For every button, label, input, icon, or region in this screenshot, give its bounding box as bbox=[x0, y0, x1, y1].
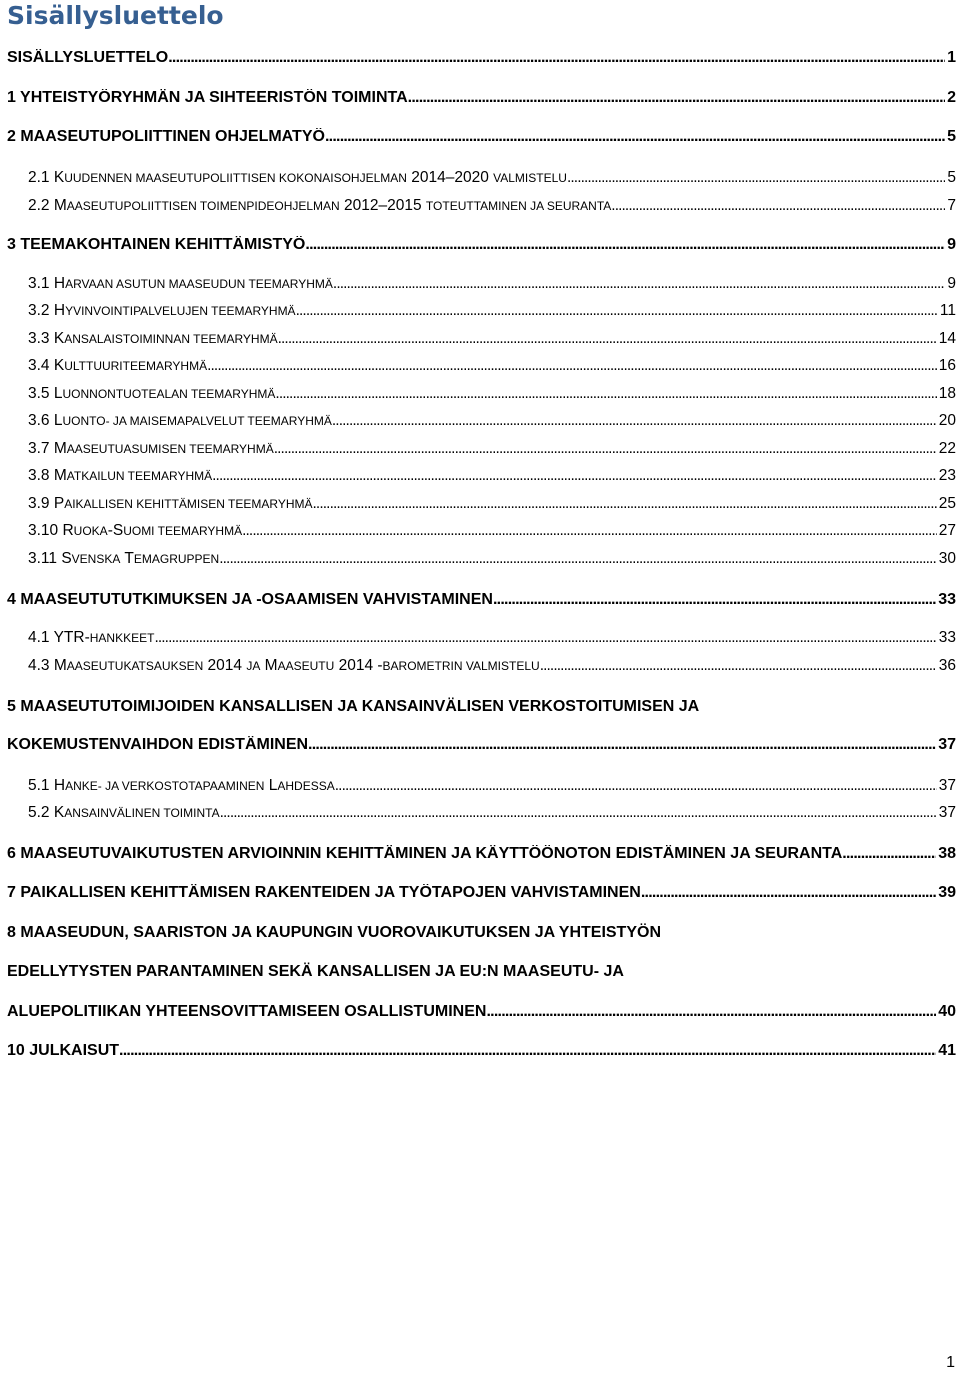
toc-entry-page: 37 bbox=[938, 736, 956, 753]
toc-entry[interactable] bbox=[7, 236, 956, 254]
toc-entry-page: 40 bbox=[938, 1003, 956, 1020]
toc-entry-page: 16 bbox=[938, 357, 956, 374]
toc-entry-page: 18 bbox=[938, 385, 956, 402]
leader-dots bbox=[335, 777, 937, 795]
toc-entry-page: 5 bbox=[947, 128, 956, 145]
leader-dots bbox=[207, 357, 937, 375]
leader-dots bbox=[641, 884, 936, 902]
toc-entry[interactable] bbox=[7, 736, 956, 754]
toc-entry[interactable] bbox=[7, 1042, 956, 1060]
leader-dots bbox=[242, 522, 937, 540]
toc-entry-page: 11 bbox=[939, 302, 956, 319]
toc-entry-page: 33 bbox=[938, 591, 956, 608]
toc-entry-page: 5 bbox=[947, 169, 956, 186]
toc-subentry[interactable] bbox=[28, 169, 956, 187]
leader-dots bbox=[219, 550, 937, 568]
toc-entry-label: ALUEPOLITIIKAN YHTEENSOVITTAMISEEN OSALLISTUMINEN bbox=[7, 1003, 487, 1020]
leader-dots bbox=[296, 302, 938, 320]
toc-entry-page: 20 bbox=[938, 412, 956, 429]
toc-subentry[interactable] bbox=[28, 330, 956, 348]
toc-entry-line: 8 MAASEUDUN, SAARISTON JA KAUPUNGIN VUOROVAIKUTUKSEN JA YHTEISTYÖN bbox=[7, 924, 661, 941]
toc-entry-label: 2 MAASEUTUPOLIITTINEN OHJELMATYÖ bbox=[7, 128, 325, 145]
leader-dots bbox=[305, 236, 945, 254]
leader-dots bbox=[278, 330, 937, 348]
toc-entry-line: EDELLYTYSTEN PARANTAMINEN SEKÄ KANSALLISEN JA EU:N MAASEUTU- JA bbox=[7, 963, 624, 980]
toc-subentry[interactable] bbox=[28, 357, 956, 375]
leader-dots bbox=[333, 275, 945, 293]
leader-dots bbox=[313, 495, 937, 513]
toc-subentry[interactable] bbox=[28, 550, 956, 568]
toc-entry-page: 1 bbox=[947, 49, 956, 66]
leader-dots bbox=[154, 629, 936, 647]
toc-subentry[interactable] bbox=[28, 467, 956, 485]
leader-dots bbox=[611, 197, 945, 215]
toc-entry-label: 3.3 KANSALAISTOIMINNAN TEEMARYHMÄ bbox=[28, 330, 278, 347]
toc-entry-line: 5 MAASEUTUTOIMIJOIDEN KANSALLISEN JA KANSAINVÄLISEN VERKOSTOITUMISEN JA bbox=[7, 698, 700, 715]
toc-entry-label: 3.11 SVENSKA TEMAGRUPPEN bbox=[28, 550, 220, 567]
toc-entry-page: 27 bbox=[938, 522, 956, 539]
leader-dots bbox=[486, 1003, 936, 1021]
toc-entry[interactable] bbox=[7, 49, 956, 67]
toc-entry-label: 1 YHTEISTYÖRYHMÄN JA SIHTEERISTÖN TOIMINTA bbox=[7, 89, 408, 106]
toc-entry[interactable] bbox=[7, 1003, 956, 1021]
toc-entry-label: 3.8 MATKAILUN TEEMARYHMÄ bbox=[28, 467, 213, 484]
toc-subentry[interactable] bbox=[28, 440, 956, 458]
toc-entry[interactable] bbox=[7, 845, 956, 863]
toc-entry-label: 5.1 HANKE- JA VERKOSTOTAPAAMINEN LAHDESSA bbox=[28, 777, 335, 794]
toc-entry-label: 4.3 MAASEUTUKATSAUKSEN 2014 JA MAASEUTU 2014 -BAROMETRIN VALMISTELU bbox=[28, 657, 540, 674]
toc-entry-label: KOKEMUSTENVAIHDON EDISTÄMINEN bbox=[7, 736, 309, 753]
toc-entry-label: 3.1 HARVAAN ASUTUN MAASEUDUN TEEMARYHMÄ bbox=[28, 275, 333, 292]
leader-dots bbox=[275, 385, 936, 403]
page-title: Sisällysluettelo bbox=[7, 1, 224, 30]
toc-entry-label: 2.2 MAASEUTUPOLIITTISEN TOIMENPIDEOHJELMAN 2012–2015 TOTEUTTAMINEN JA SEURANTA bbox=[28, 197, 612, 214]
toc-entry-page: 37 bbox=[938, 804, 956, 821]
toc-subentry[interactable] bbox=[28, 804, 956, 822]
toc-subentry[interactable] bbox=[28, 275, 956, 293]
toc-entry-label: 3 TEEMAKOHTAINEN KEHITTÄMISTYÖ bbox=[7, 236, 306, 253]
toc-entry-label: 4 MAASEUTUTUTKIMUKSEN JA -OSAAMISEN VAHVISTAMINEN bbox=[7, 591, 493, 608]
toc-entry-label: 3.7 MAASEUTUASUMISEN TEEMARYHMÄ bbox=[28, 440, 274, 457]
toc-subentry[interactable] bbox=[28, 629, 956, 647]
page-number: 1 bbox=[946, 1354, 955, 1371]
toc-entry-page: 2 bbox=[947, 89, 956, 106]
toc-entry[interactable] bbox=[7, 884, 956, 902]
toc-entry-label: 6 MAASEUTUVAIKUTUSTEN ARVIOINNIN KEHITTÄMINEN JA KÄYTTÖÖNOTON EDISTÄMINEN JA SEURANTA bbox=[7, 845, 843, 862]
leader-dots bbox=[308, 736, 936, 754]
toc-entry-label: 4.1 YTR-HANKKEET bbox=[28, 629, 155, 646]
toc-entry-label: 3.5 LUONNONTUOTEALAN TEEMARYHMÄ bbox=[28, 385, 276, 402]
toc-entry-page: 33 bbox=[938, 629, 956, 646]
toc-entry-page: 30 bbox=[938, 550, 956, 567]
toc-entry-label: 7 PAIKALLISEN KEHITTÄMISEN RAKENTEIDEN JA TYÖTAPOJEN VAHVISTAMINEN bbox=[7, 884, 641, 901]
toc-entry[interactable] bbox=[7, 591, 956, 609]
toc-entry-label: 3.10 RUOKA-SUOMI TEEMARYHMÄ bbox=[28, 522, 243, 539]
toc-entry-page: 39 bbox=[938, 884, 956, 901]
leader-dots bbox=[540, 657, 937, 675]
toc-entry-page: 14 bbox=[938, 330, 956, 347]
toc-entry-page: 25 bbox=[938, 495, 956, 512]
toc-entry[interactable] bbox=[7, 89, 956, 107]
leader-dots bbox=[842, 845, 936, 863]
toc-subentry[interactable] bbox=[28, 657, 956, 675]
leader-dots bbox=[212, 467, 937, 485]
leader-dots bbox=[119, 1042, 936, 1060]
toc-entry-page: 23 bbox=[938, 467, 956, 484]
toc-entry-page: 9 bbox=[947, 236, 956, 253]
toc-entry-label: 3.4 KULTTUURITEEMARYHMÄ bbox=[28, 357, 208, 374]
leader-dots bbox=[493, 591, 936, 609]
toc-subentry[interactable] bbox=[28, 385, 956, 403]
toc-subentry[interactable] bbox=[28, 302, 956, 320]
leader-dots bbox=[567, 169, 945, 187]
toc-subentry[interactable] bbox=[28, 495, 956, 513]
toc-entry-label: 3.6 LUONTO- JA MAISEMAPALVELUT TEEMARYHMÄ bbox=[28, 412, 332, 429]
toc-entry-page: 41 bbox=[938, 1042, 956, 1059]
toc-subentry[interactable] bbox=[28, 197, 956, 215]
toc-entry-label: 10 JULKAISUT bbox=[7, 1042, 120, 1059]
toc-entry-page: 7 bbox=[947, 197, 956, 214]
toc-subentry[interactable] bbox=[28, 522, 956, 540]
toc-entry-label: 3.2 HYVINVOINTIPALVELUJEN TEEMARYHMÄ bbox=[28, 302, 296, 319]
toc-entry-label: 5.2 KANSAINVÄLINEN TOIMINTA bbox=[28, 804, 220, 821]
toc-entry-page: 37 bbox=[938, 777, 956, 794]
toc-entry-label: 3.9 PAIKALLISEN KEHITTÄMISEN TEEMARYHMÄ bbox=[28, 495, 313, 512]
toc-entry-page: 9 bbox=[947, 275, 956, 292]
toc-entry-label: 2.1 KUUDENNEN MAASEUTUPOLIITTISEN KOKONAISOHJELMAN 2014–2020 VALMISTELU bbox=[28, 169, 567, 186]
toc-entry-page: 22 bbox=[938, 440, 956, 457]
toc-subentry[interactable] bbox=[28, 412, 956, 430]
toc-subentry[interactable] bbox=[28, 777, 956, 795]
leader-dots bbox=[408, 89, 945, 107]
leader-dots bbox=[274, 440, 937, 458]
toc-entry-page: 36 bbox=[938, 657, 956, 674]
leader-dots bbox=[332, 412, 937, 430]
toc-entry[interactable] bbox=[7, 128, 956, 146]
toc-entry-label: SISÄLLYSLUETTELO bbox=[7, 49, 169, 66]
leader-dots bbox=[168, 49, 945, 67]
leader-dots bbox=[325, 128, 945, 146]
leader-dots bbox=[220, 804, 937, 822]
toc-entry-page: 38 bbox=[938, 845, 956, 862]
